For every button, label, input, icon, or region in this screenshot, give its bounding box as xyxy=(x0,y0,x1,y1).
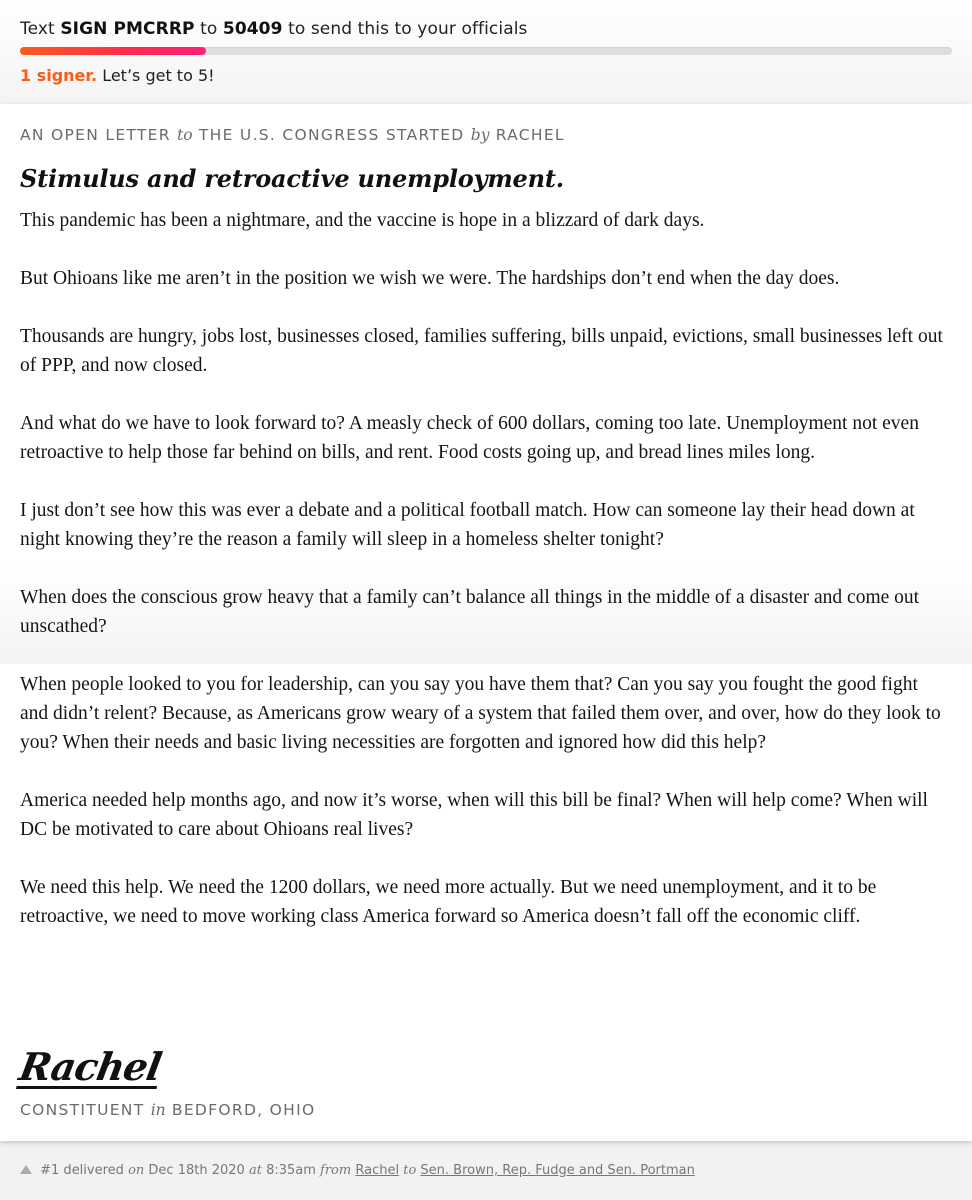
footer-from: from xyxy=(320,1163,352,1178)
signer-progress-bar xyxy=(20,47,952,55)
constituent-in: in xyxy=(150,1101,166,1119)
delivery-footer xyxy=(20,1163,695,1178)
sms-suffix: to send this to your officials xyxy=(288,19,528,39)
sms-instructions xyxy=(20,19,528,39)
delivery-date: Dec 18th 2020 xyxy=(148,1163,245,1178)
letter-paragraph: America needed help months ago, and now it’s worse, when will this bill be final? When will help come? When will DC be motivated to care about Ohioans real lives? xyxy=(20,790,928,840)
sms-to: to xyxy=(200,19,218,39)
letter-body xyxy=(20,206,945,960)
header-to: to xyxy=(177,126,193,144)
letter-paragraph: And what do we have to look forward to? A measly check of 600 dollars, coming too late. Unemployment not even retroactive to help those far behind on bills, and rent. Food costs going up, and bread lines miles long. xyxy=(20,413,919,463)
sender-link[interactable]: Rachel xyxy=(355,1163,400,1178)
letter-header xyxy=(20,126,565,144)
delivery-time: 8:35am xyxy=(266,1163,316,1178)
signer-status xyxy=(20,66,215,85)
letter-paragraph: When does the conscious grow heavy that a family can’t balance all things in the middle of a disaster and come out unscathed? xyxy=(20,587,920,637)
author-signature: Rachel xyxy=(16,1044,165,1089)
header-by: by xyxy=(470,126,490,144)
sms-prefix: Text xyxy=(20,19,55,39)
letter-paragraph: Thousands are hungry, jobs lost, businesses closed, families suffering, bills unpaid, evictions, small businesses left out of PPP, and now closed. xyxy=(20,326,943,376)
constituent-line xyxy=(20,1101,315,1119)
sms-keyword: SIGN PMCRRP xyxy=(60,19,195,39)
constituent-location: BEDFORD, OHIO xyxy=(171,1101,316,1119)
letter-paragraph: But Ohioans like me aren’t in the position we wish we were. The hardships don’t end when the day does. xyxy=(20,268,840,289)
header-author: RACHEL xyxy=(495,126,565,144)
footer-at: at xyxy=(248,1163,262,1178)
letter-paragraph: We need this help. We need the 1200 dollars, we need more actually. But we need unemployment, and it to be retroactive, we need to move working class America forward so America doesn’t fall off the economic cliff. xyxy=(20,877,877,927)
header-recipient: THE U.S. CONGRESS STARTED xyxy=(198,126,465,144)
delivery-number: #1 delivered xyxy=(40,1163,124,1178)
signer-goal: Let’s get to 5! xyxy=(102,66,215,85)
header-prefix: AN OPEN LETTER xyxy=(20,126,171,144)
letter-paragraph: I just don’t see how this was ever a debate and a political football match. How can someone lay their head down at night knowing they’re the reason a family will sleep in a homeless shelter tonight? xyxy=(20,500,915,550)
letter-title: Stimulus and retroactive unemployment. xyxy=(20,164,564,193)
letter-paragraph: This pandemic has been a nightmare, and the vaccine is hope in a blizzard of dark days. xyxy=(20,210,705,231)
recipients-link[interactable]: Sen. Brown, Rep. Fudge and Sen. Portman xyxy=(420,1163,695,1178)
footer-to: to xyxy=(403,1163,417,1178)
letter-paragraph: When people looked to you for leadership, can you say you have them that? Can you say you fought the good fight and didn’t relent? Because, as Americans grow weary of a system that failed them over, and over, how do they look to you? When their needs and basic living necessities are forgotten and ignored how did this help? xyxy=(20,674,941,753)
constituent-prefix: CONSTITUENT xyxy=(20,1101,145,1119)
signer-count: 1 signer. xyxy=(20,66,98,85)
signer-progress-fill xyxy=(20,47,206,55)
sms-number: 50409 xyxy=(222,19,283,39)
triangle-up-icon xyxy=(20,1165,32,1174)
letter-card xyxy=(0,104,972,1141)
footer-on: on xyxy=(128,1163,145,1178)
sms-banner xyxy=(0,0,972,104)
